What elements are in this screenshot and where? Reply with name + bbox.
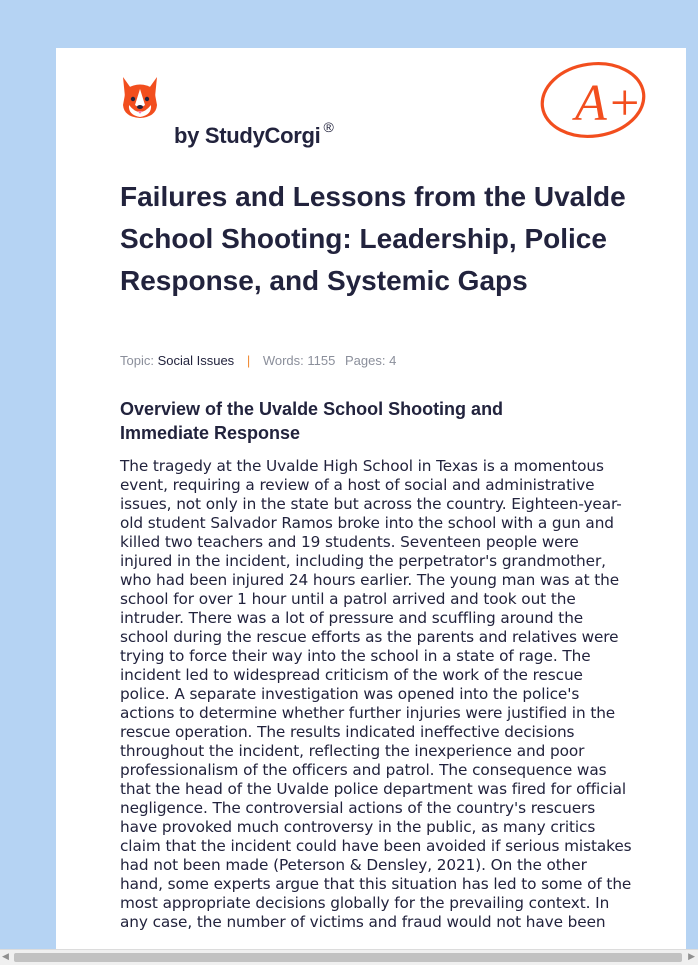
grade-badge-text: A+ [575, 75, 642, 132]
meta-separator: | [246, 353, 251, 368]
scroll-left-arrow-icon[interactable]: ◀ [2, 952, 9, 962]
brand-name: by StudyCorgi ® [174, 119, 334, 148]
body-paragraph: The tragedy at the Uvalde High School in Texas is a momentous event, requiring a review of a host of social and administrative issues, not only in the state but across the country. Eighteen-year-old student Salvador Ramos broke into the school with a gun and killed two teachers and 19 students. Seventeen people were injured in the incident, including the perpetrator's grandmother, who had been injured 24 hours earlier. The young man was at the school for over 1 hour until a patrol arrived and took out the intruder. There was a lot of pressure and scuffling around the school during the rescue efforts as the parents and relatives were trying to force their way into the school in a state of rage. The incident led to widespread criticism of the work of the rescue police. A separate investigation was opened into the police's actions to determine whether further injuries were justified in the rescue operation. The results indicated ineffective decisions throughout the incident, reflecting the inexperience and poor professionalism of the officers and patrol. The consequence was that the head of the Uvalde police department was fired for official negligence. The controversial actions of the country's rescuers have provoked much controversy in the public, as many critics claim that the incident could have been avoided if serious mistakes had not been made (Peterson & Densley, 2021). On the other hand, some experts argue that this situation has led to some of the most appropriate decisions globally for the prevailing context. In any case, the number of victims and fraud would not have been [120, 457, 632, 931]
scrollbar-thumb[interactable] [14, 953, 682, 962]
document-title: Failures and Lessons from the Uvalde School Shooting: Leadership, Police Response, and Systemic Gaps [120, 181, 626, 296]
document-meta [120, 353, 396, 368]
document-page [56, 48, 686, 952]
topic-link[interactable]: Social Issues [157, 353, 235, 368]
words-label: Words: [262, 353, 304, 368]
grade-badge [539, 60, 649, 142]
words-value: 1155 [307, 353, 336, 368]
corgi-logo-icon [120, 75, 160, 121]
scroll-right-arrow-icon[interactable]: ▶ [688, 952, 695, 962]
pages-value: 4 [389, 353, 397, 368]
registered-mark: ® [323, 119, 334, 135]
horizontal-scrollbar[interactable] [0, 949, 698, 965]
pages-label: Pages: [344, 353, 386, 368]
section-heading: Overview of the Uvalde School Shooting and Immediate Response [120, 399, 504, 443]
topic-label: Topic: [120, 353, 154, 368]
